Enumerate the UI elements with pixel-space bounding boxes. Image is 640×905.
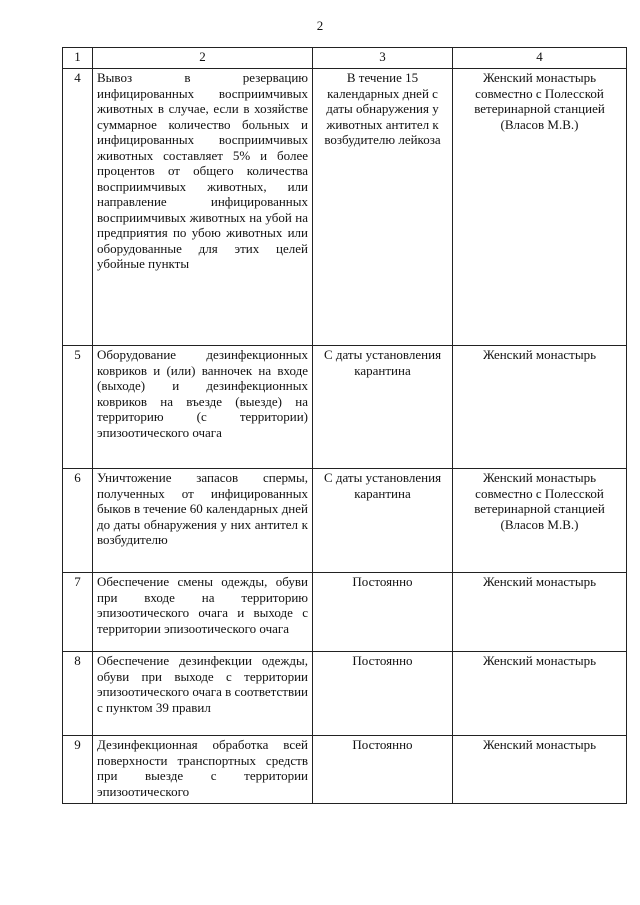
row-action: Обеспечение дезинфекции одежды, обуви при выходе с территории эпизоотического очага в соответствии с пунктом 39 правил [93, 652, 313, 736]
row-action: Обеспечение смены одежды, обуви при входе на территорию эпизоотического очага и выходе с территории эпизоотического очага [93, 573, 313, 652]
row-number: 5 [63, 346, 93, 469]
row-responsible: Женский монастырь совместно с Полесской ветеринарной станцией (Власов М.В.) [453, 69, 627, 346]
row-term: С даты установления карантина [313, 346, 453, 469]
row-responsible: Женский монастырь [453, 573, 627, 652]
table-row [63, 736, 627, 804]
row-responsible: Женский монастырь [453, 346, 627, 469]
table-row [63, 469, 627, 573]
row-number: 8 [63, 652, 93, 736]
row-responsible: Женский монастырь [453, 652, 627, 736]
table-header-row [63, 48, 627, 69]
row-number: 6 [63, 469, 93, 573]
row-responsible: Женский монастырь [453, 736, 627, 804]
row-term: В течение 15 календарных дней с даты обнаружения у животных антител к возбудителю лейкоза [313, 69, 453, 346]
row-term: Постоянно [313, 652, 453, 736]
table-row [63, 652, 627, 736]
header-col-4: 4 [453, 48, 627, 69]
header-col-2: 2 [93, 48, 313, 69]
table-row [63, 69, 627, 346]
table-row [63, 573, 627, 652]
row-number: 7 [63, 573, 93, 652]
header-col-1: 1 [63, 48, 93, 69]
row-action-cell [93, 736, 313, 804]
header-col-3: 3 [313, 48, 453, 69]
row-action: Оборудование дезинфекционных ковриков и (или) ванночек на входе (выходе) и дезинфекционных ковриков на въезде (выезде) на территорию (с территории) эпизоотического очага [93, 346, 313, 469]
row-term: С даты установления карантина [313, 469, 453, 573]
page-number: 2 [316, 18, 324, 33]
row-action: Дезинфекционная обработка всей поверхности транспортных средств при выезде с территории эпизоотического [97, 737, 308, 799]
row-term: Постоянно [313, 736, 453, 804]
measures-table [62, 47, 627, 804]
row-action: Вывоз в резервацию инфицированных восприимчивых животных в случае, если в хозяйстве суммарное количество больных и инфицированных восприимчивых животных составляет 5% и более процентов от общего количества восприимчивых животных, или направление инфицированных восприимчивых животных на убой на предприятия по убою животных или оборудованные для этих целей убойные пункты [93, 69, 313, 346]
row-number: 4 [63, 69, 93, 346]
row-number: 9 [63, 736, 93, 804]
table-row [63, 346, 627, 469]
row-term: Постоянно [313, 573, 453, 652]
row-action: Уничтожение запасов спермы, полученных от инфицированных быков в течение 60 календарных дней до даты обнаружения у них антител к возбудителю [93, 469, 313, 573]
row-responsible: Женский монастырь совместно с Полесской ветеринарной станцией (Власов М.В.) [453, 469, 627, 573]
